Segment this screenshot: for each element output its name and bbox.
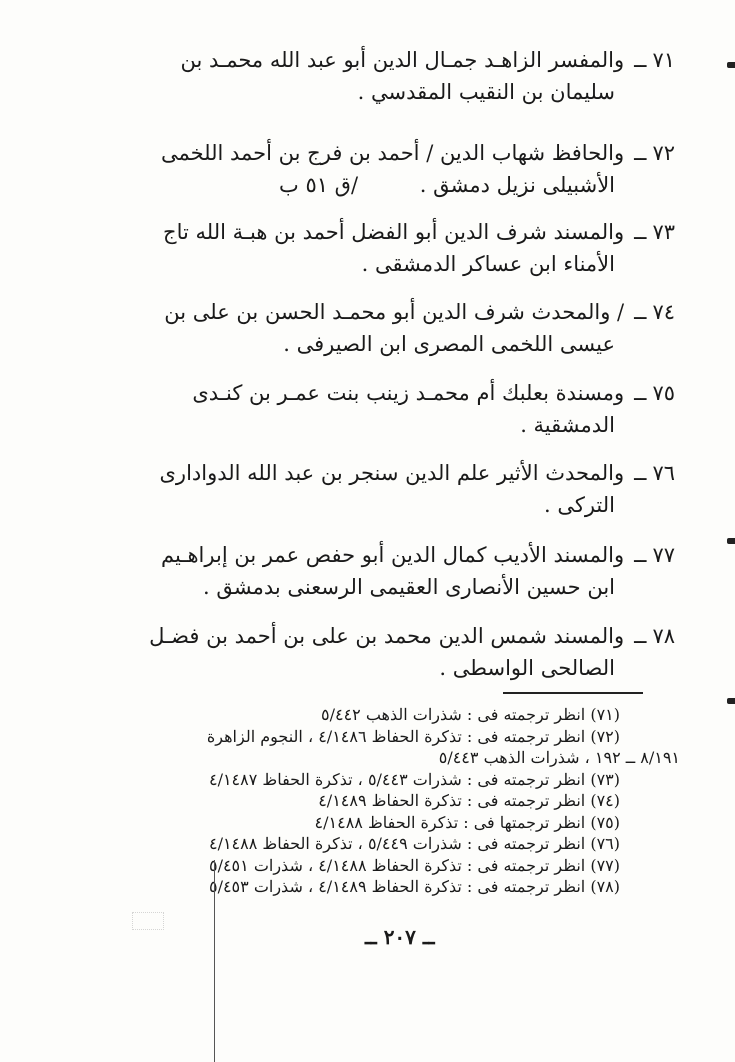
footnote-75: (٧٥) انظر ترجمتها فى : تذكرة الحفاظ ٤/١٤٨٨ — [314, 812, 620, 832]
entry-text: والمسند الأديب كمال الدين أبو حفص عمر بن إبراهـيم — [161, 543, 625, 567]
manuscript-folio-ref: /ق ٥١ ب — [278, 173, 359, 197]
entry-text: والمسند شرف الدين أبو الفضل أحمد بن هبـة الله تاج — [163, 220, 625, 244]
entry-77 — [130, 539, 675, 603]
entry-line1 — [130, 216, 675, 248]
entry-text-cont: سليمان بن النقيب المقدسي . — [357, 80, 615, 104]
footnote-74: (٧٤) انظر ترجمته فى : تذكرة الحفاظ ٤/١٤٨٩ — [318, 791, 620, 810]
entry-line2 — [130, 409, 615, 441]
entry-dash: ــ — [634, 461, 647, 485]
entry-74 — [130, 296, 675, 360]
footnotes — [40, 704, 680, 898]
entry-line1 — [130, 377, 675, 409]
entry-number: ٧١ — [652, 48, 675, 72]
entry-text-cont: الدمشقية . — [520, 413, 615, 437]
entry-dash: ــ — [634, 141, 647, 165]
entry-dash: ــ — [634, 300, 647, 324]
entry-76 — [130, 457, 675, 521]
footnote-72: (٧٢) انظر ترجمته فى : تذكرة الحفاظ ٤/١٤٨٦ ، النجوم الزاهرة — [206, 726, 620, 746]
entry-dash: ــ — [634, 624, 647, 648]
entry-line2 — [130, 328, 615, 360]
footnote-76: (٧٦) انظر ترجمته فى : شذرات ٥/٤٤٩ ، تذكرة الحفاظ ٤/١٤٨٨ — [208, 834, 620, 853]
entry-line1 — [130, 296, 675, 328]
entry-dash: ــ — [634, 381, 647, 405]
footnote-separator — [503, 692, 643, 694]
entry-text-cont: الصالحى الواسطى . — [439, 656, 615, 680]
entry-dash: ــ — [634, 220, 647, 244]
entry-line2 — [130, 76, 615, 108]
entry-72 — [130, 137, 675, 201]
entry-line1 — [130, 457, 675, 489]
footnote-77: (٧٧) انظر ترجمته فى : تذكرة الحفاظ ٤/١٤٨٨ ، شذرات ٥/٤٥١ — [208, 855, 620, 875]
scan-edge-mark — [727, 62, 735, 68]
footnote-72-cont: ٨/١٩١ ــ ١٩٢ ، شذرات الذهب ٥/٤٤٣ — [438, 748, 680, 767]
entry-dash: ــ — [634, 543, 647, 567]
entry-text-cont: الأشبيلى نزيل دمشق . — [419, 173, 615, 197]
entry-text: والمحدث الأثير علم الدين سنجر بن عبد الله الدوادارى — [159, 461, 625, 485]
entry-75 — [130, 377, 675, 441]
entry-line2 — [130, 169, 615, 201]
entry-text: والحافظ شهاب الدين / أحمد بن فرج بن أحمد اللخمى — [160, 141, 625, 165]
scan-edge-mark — [727, 698, 735, 704]
entry-line1 — [130, 620, 675, 652]
entry-line2 — [130, 571, 615, 603]
entry-number: ٧٦ — [652, 461, 675, 485]
entry-number: ٧٤ — [652, 300, 675, 324]
entry-line1 — [130, 44, 675, 76]
entry-number: ٧٧ — [652, 543, 675, 567]
entry-text-cont: عيسى اللخمى المصرى ابن الصيرفى . — [283, 332, 615, 356]
scan-edge-mark — [727, 538, 735, 544]
entry-71 — [130, 44, 675, 108]
entry-text-cont: ابن حسين الأنصارى العقيمى الرسعنى بدمشق . — [203, 575, 615, 599]
entry-text: والمسند شمس الدين محمد بن على بن أحمد بن فضـل — [149, 624, 625, 648]
entry-text: / والمحدث شرف الدين أبو محمـد الحسن بن على بن — [164, 300, 625, 324]
entry-number: ٧٥ — [652, 381, 675, 405]
page-number: ــ ٢٠٧ ــ — [365, 925, 435, 949]
entry-line1 — [130, 539, 675, 571]
entry-text: ومسندة بعلبك أم محمـد زينب بنت عمـر بن كنـدى — [192, 381, 625, 405]
footnote-73: (٧٣) انظر ترجمته فى : شذرات ٥/٤٤٣ ، تذكرة الحفاظ ٤/١٤٨٧ — [208, 769, 620, 789]
entry-line1 — [130, 137, 675, 169]
scan-artifact-line — [214, 860, 215, 1062]
entry-number: ٧٣ — [652, 220, 675, 244]
entry-line2 — [130, 489, 615, 521]
entry-text-cont: التركى . — [543, 493, 615, 517]
entry-number: ٧٨ — [652, 624, 675, 648]
entry-text-cont: الأمناء ابن عساكر الدمشقى . — [361, 252, 615, 276]
footnote-71: (٧١) انظر ترجمته فى : شذرات الذهب ٥/٤٤٢ — [320, 705, 620, 724]
entry-line2 — [130, 652, 615, 684]
entry-line2 — [130, 248, 615, 280]
entry-text: والمفسر الزاهـد جمـال الدين أبو عبد الله محمـد بن — [180, 48, 625, 72]
library-stamp — [132, 912, 164, 930]
footnote-78: (٧٨) انظر ترجمته فى : تذكرة الحفاظ ٤/١٤٨٩ ، شذرات ٥/٤٥٣ — [208, 877, 620, 896]
entry-number: ٧٢ — [652, 141, 675, 165]
entry-73 — [130, 216, 675, 280]
entry-dash: ــ — [634, 48, 647, 72]
entry-78 — [130, 620, 675, 684]
